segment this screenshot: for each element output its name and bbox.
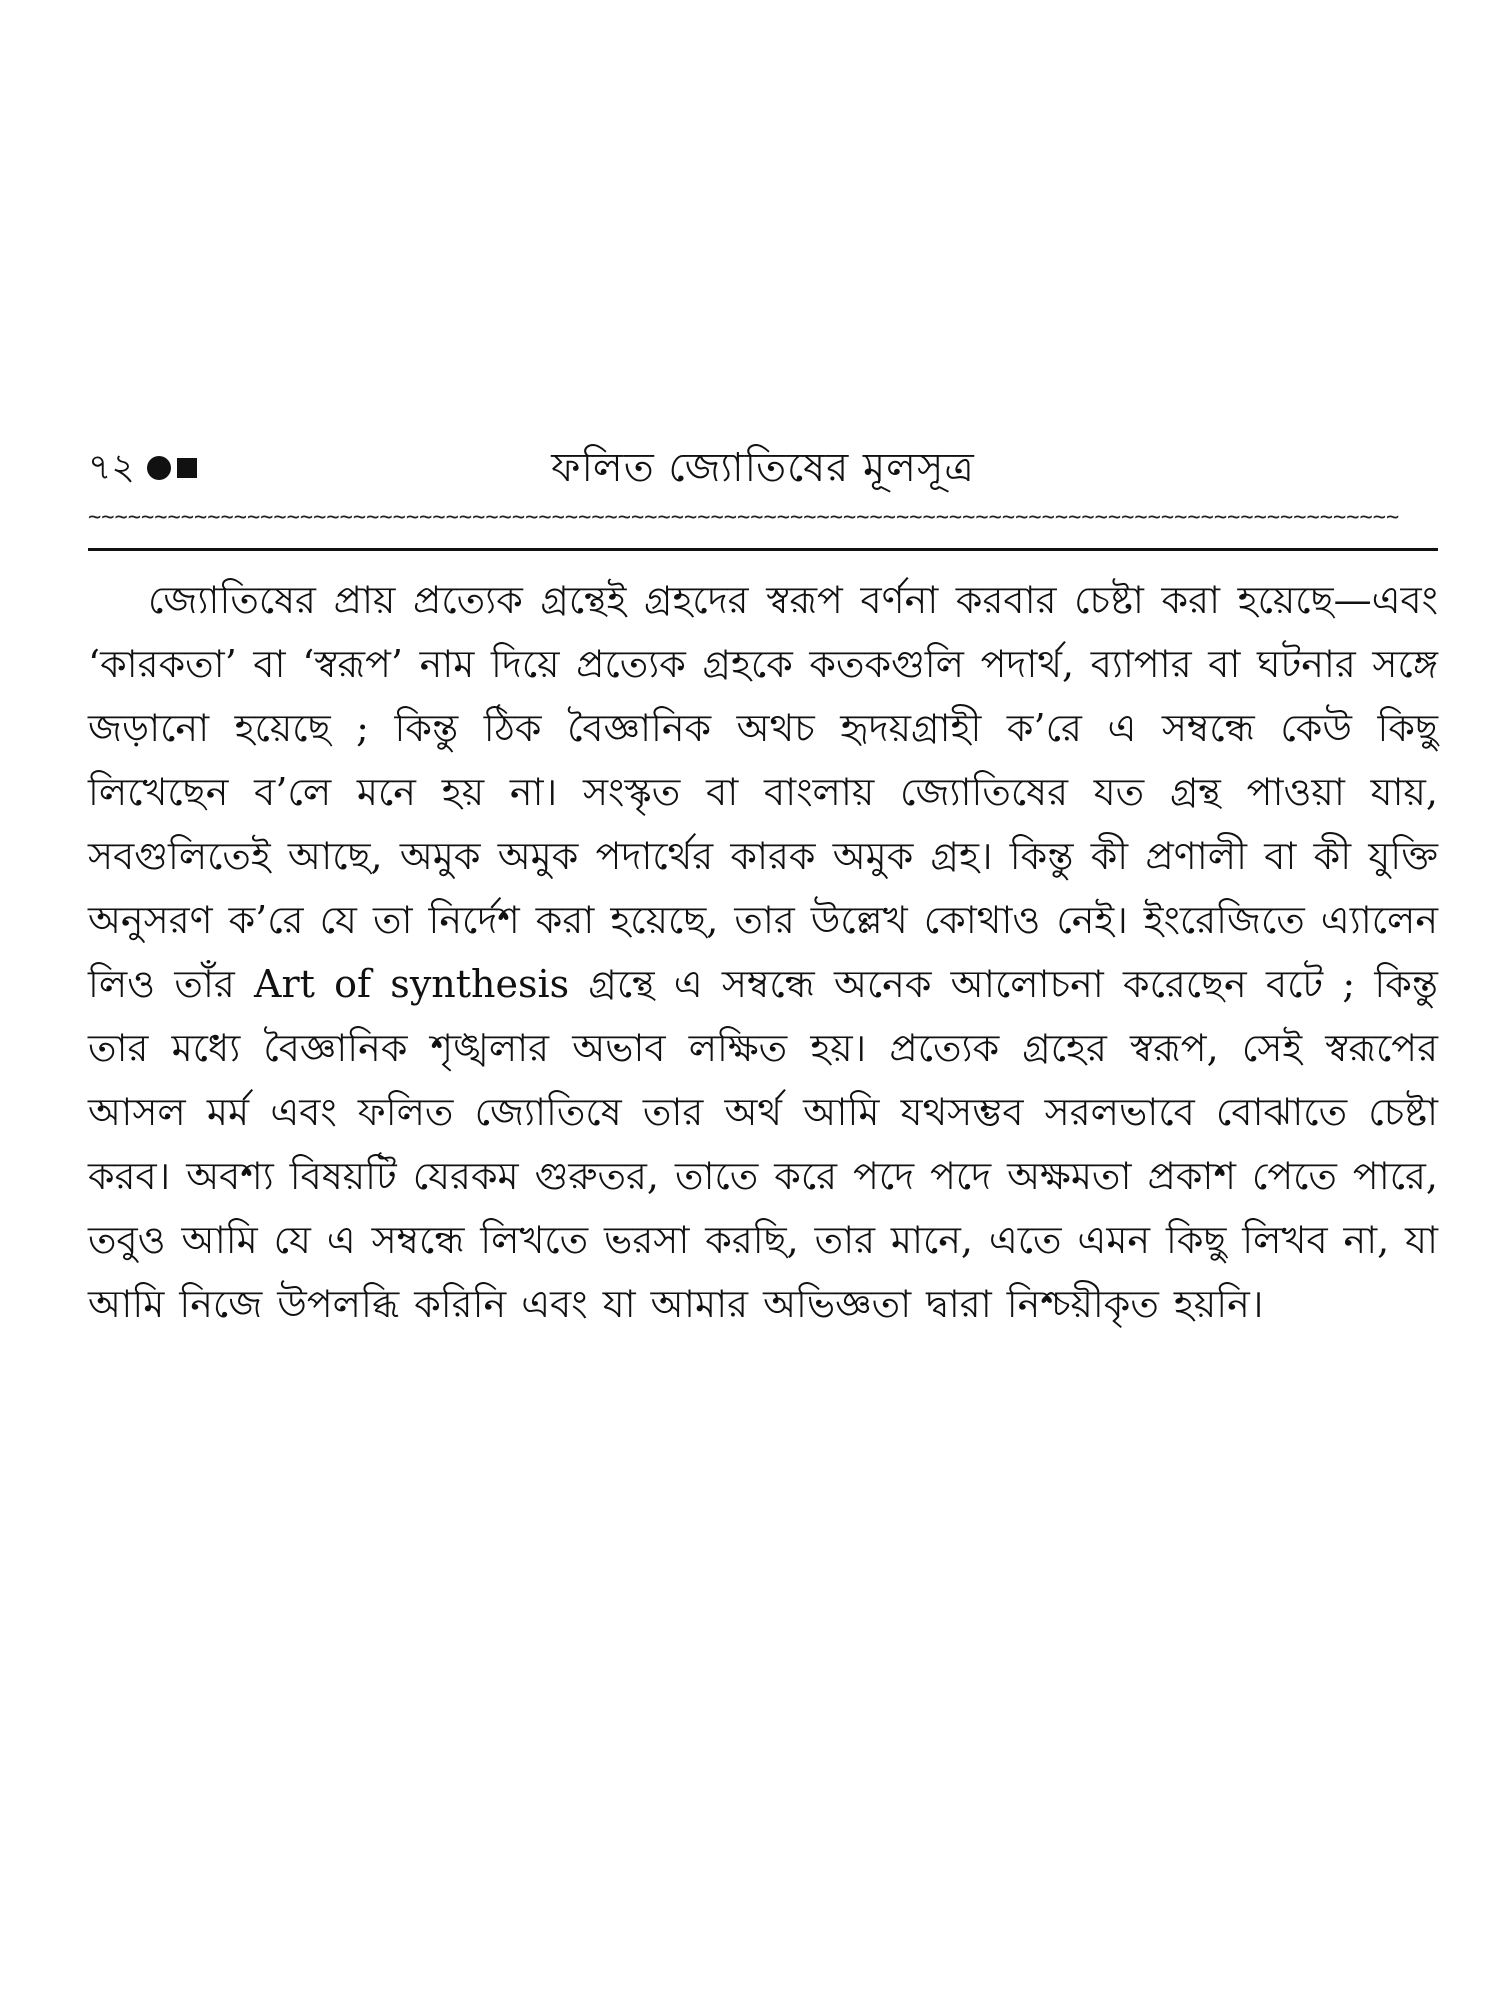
page-header — [88, 440, 1438, 500]
body-paragraph: জ্যোতিষের প্রায় প্রত্যেক গ্রন্থেই গ্রহদের স্বরূপ বর্ণনা করবার চেষ্টা করা হয়েছে—এবং ‘কারকতা’ বা ‘স্বরূপ’ নাম দিয়ে প্রত্যেক গ্রহকে কতকগুলি পদার্থ, ব্যাপার বা ঘটনার সঙ্গে জড়ানো হয়েছে ; কিন্তু ঠিক বৈজ্ঞানিক অথচ হৃদয়গ্রাহী ক’রে এ সম্বন্ধে কেউ কিছু লিখেছেন ব’লে মনে হয় না। সংস্কৃত বা বাংলায় জ্যোতিষের যত গ্রন্থ পাওয়া যায়, সবগুলিতেই আছে, অমুক অমুক পদার্থের কারক অমুক গ্রহ। কিন্তু কী প্রণালী বা কী যুক্তি অনুসরণ ক’রে যে তা নির্দেশ করা হয়েছে, তার উল্লেখ কোথাও নেই। ইংরেজিতে এ্যালেন লিও তাঁর Art of synthesis গ্রন্থে এ সম্বন্ধে অনেক আলোচনা করেছেন বটে ; কিন্তু তার মধ্যে বৈজ্ঞানিক শৃঙ্খলার অভাব লক্ষিত হয়। প্রত্যেক গ্রহের স্বরূপ, সেই স্বরূপের আসল মর্ম এবং ফলিত জ্যোতিষে তার অর্থ আমি যথসম্ভব সরলভাবে বোঝাতে চেষ্টা করব। অবশ্য বিষয়টি যেরকম গুরুতর, তাতে করে পদে পদে অক্ষমতা প্রকাশ পেতে পারে, তবুও আমি যে এ সম্বন্ধে লিখতে ভরসা করছি, তার মানে, এতে এমন কিছু লিখব না, যা আমি নিজে উপলব্ধি করিনি এবং যা আমার অভিজ্ঞতা দ্বারা নিশ্চয়ীকৃত হয়নি। — [88, 578, 1438, 1326]
header-divider — [88, 548, 1438, 551]
running-title: ফলিত জ্যোতিষের মূলসূত্র — [551, 445, 975, 491]
decorative-tilde-rule: ~~~~~~~~~~~~~~~~~~~~~~~~~~~~~~~~~~~~~~~~~~~~~~~~~~~~~~~~~~~~~~~~~~~~~~~~~~~~~~~~~~~~~~~~~~~~~~~~~~~ — [88, 508, 1400, 528]
page-number: ৭২ — [88, 447, 135, 488]
